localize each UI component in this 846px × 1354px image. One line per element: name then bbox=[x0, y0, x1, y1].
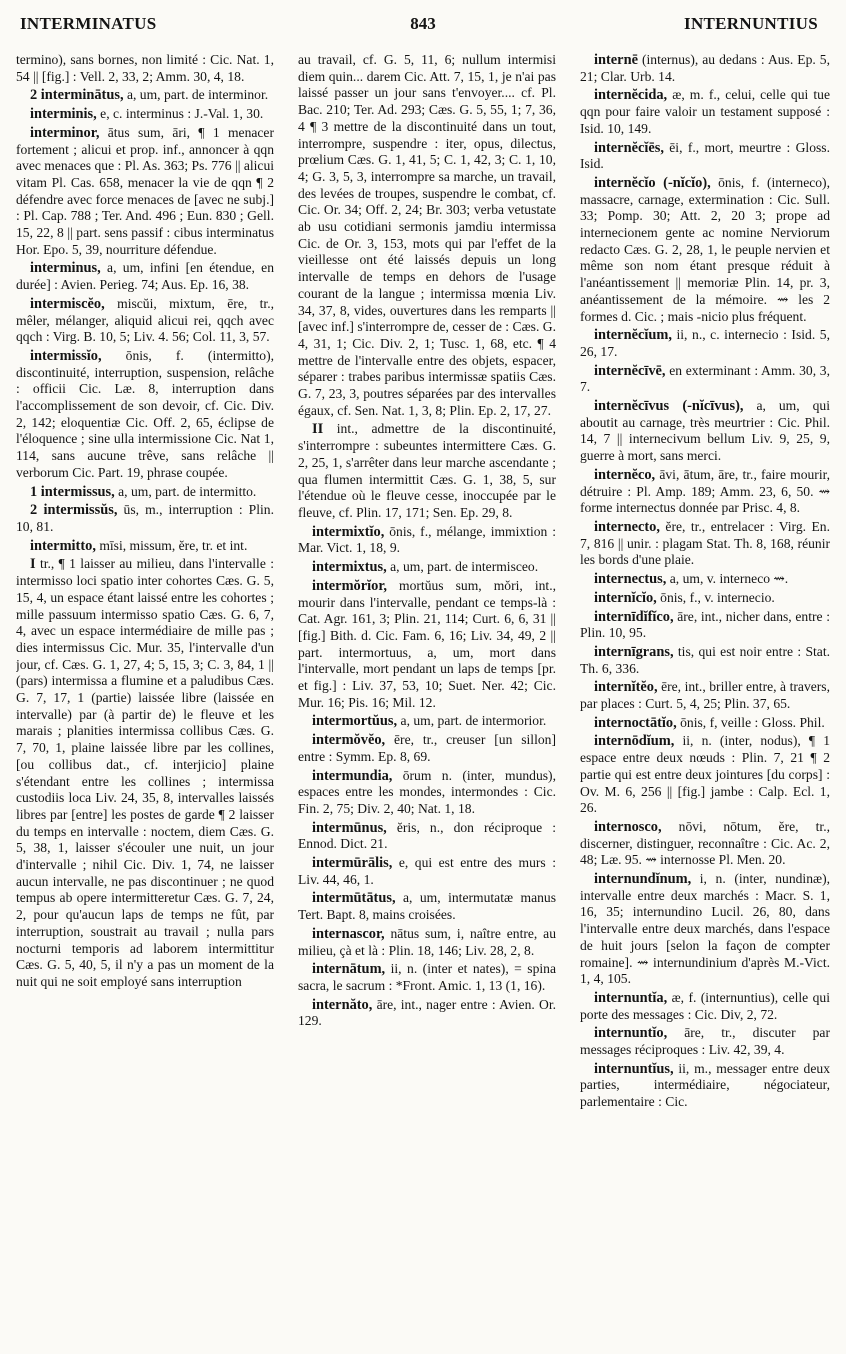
entry-headword: intermortŭus, bbox=[312, 713, 398, 730]
entry-headword: intermūnus, bbox=[312, 819, 387, 836]
entry-definition: ūs, m., interruption : Plin. 10, 81. bbox=[16, 502, 274, 534]
entry-definition: ii, n. (inter, nodus), ¶ 1 espace entre deux nœuds : Plin. 7, 21 ¶ 2 partie qui est entre deux jointures [du corps] : Ov. M. 6, 256 || [fig.] jambe : Calp. Ecl. 1, 26. bbox=[580, 733, 830, 816]
dictionary-entry bbox=[298, 855, 556, 888]
entry-definition: tr., ¶ 1 laisser au milieu, dans l'intervalle : intermisso loci spatio inter cohortes Cæs. G. 5, 15, 4, un espace étant laissé entre les cohortes ; mille passuum intermisso spatio Cæs. G. 6, 7, 4, avec un espace intermédiaire de mille pas ; dies intermissus Cic. Mur. 35, l'intervalle d'un jour, cf. Cæs. G. 1, 27, 4; 5, 15, 3; C. 3, 84, 1 || (pars) intermissa a flumine et a paludibus Cæs. G. 7, 17, 1 (partie) laissée libre (laissée en intervalle) par (à partir de) le fleuve et les marais ; planities intermissa collibus Cæs. G. 7, 70, 1, plaine laissée libre par les collines, [ou collibus dat., cf. interjicio] plaine s'étendant entre les collines ; intermissa custodiis loca Liv. 24, 35, 8, intervalles laissés libres par [entre] les postes de garde ¶ 2 laisser du temps en intervalle : noctem, diem Cæs. G. 5, 38, 1, laisser s'écouler une nuit, un jour d'intervalle ; nihil Cic. Div. 1, 74, ne laisser aucun intervalle, ne pas discontinuer ; ne quod tempus ab opere intermitteretur Cæs. G. 7, 24, 2, pour qu'aucun laps de temps ne fût, par interruption, soustrait au travail ; nulla pars nocturni temporis ad laborem intermittitur Cæs. G. 5, 40, 5, il n'y a pas un moment de la nuit qui ne soit employé sans interruption bbox=[16, 556, 274, 989]
entry-definition: ĕre, tr., entrelacer : Virg. En. 7, 816 || unir. : plagam Stat. Th. 8, 168, réunir les bords d'une plaie. bbox=[580, 518, 830, 568]
entry-headword: II bbox=[312, 421, 324, 438]
entry-headword: internĕco, bbox=[594, 466, 656, 483]
dictionary-entry bbox=[580, 679, 830, 712]
entry-headword: internātum, bbox=[312, 961, 386, 978]
entry-headword: intermitto, bbox=[30, 537, 96, 554]
entry-definition: a, um, qui aboutit au carnage, très meurtrier : Cic. Phil. 14, 7 || internecivum bellum Liv. 9, 25, 9, guerre à mort, sans merci. bbox=[580, 398, 830, 464]
entry-definition: ii, n. (inter et nates), = spina sacra, le sacrum : *Front. Amic. 1, 13 (1, 16). bbox=[298, 961, 556, 993]
entry-definition: (internus), au dedans : Aus. Ep. 5, 21; Clar. Urb. 14. bbox=[580, 52, 830, 84]
entry-headword: 2 interminātus, bbox=[30, 87, 124, 104]
dictionary-entry bbox=[298, 578, 556, 712]
entry-definition: āre, int., nicher dans, entre : Plin. 10, 95. bbox=[580, 608, 830, 641]
dictionary-entry bbox=[298, 890, 556, 923]
dictionary-entry bbox=[16, 502, 274, 535]
dictionary-entry bbox=[16, 348, 274, 482]
entry-definition: æ, m. f., celui, celle qui tue qqn pour faire valoir un testament supposé : Isid. 10, 149. bbox=[580, 87, 830, 136]
dictionary-entry bbox=[298, 524, 556, 557]
dictionary-entry bbox=[580, 398, 830, 465]
entry-headword: internĕcīvē, bbox=[594, 362, 666, 379]
dictionary-entry bbox=[16, 484, 274, 501]
dictionary-entry bbox=[580, 715, 830, 732]
entry-headword: internuntĭo, bbox=[594, 1025, 668, 1042]
entry-definition: āvi, ātum, āre, tr., faire mourir, détruire : Pl. Amp. 189; Amm. 23, 6, 50. ⇝ forme internectus donnée par Prisc. 4, 8. bbox=[580, 466, 830, 516]
entry-definition: ii, m., messager entre deux parties, intermédiaire, négociateur, parlementaire : Cic. bbox=[580, 1060, 830, 1110]
dictionary-entry bbox=[298, 421, 556, 521]
entry-definition: ōnis, f, veille : Gloss. Phil. bbox=[676, 714, 825, 730]
dictionary-entry bbox=[16, 106, 274, 123]
entry-headword: internuntĭa, bbox=[594, 989, 668, 1006]
dictionary-entry bbox=[580, 733, 830, 817]
entry-definition: æ, f. (internuntius), celle qui porte des messages : Cic. Div, 2, 72. bbox=[580, 989, 830, 1022]
entry-definition: a, um, part. de intermorior. bbox=[397, 713, 547, 729]
dictionary-entry bbox=[298, 52, 556, 419]
entry-headword: interminor, bbox=[30, 124, 100, 141]
dictionary-columns bbox=[16, 52, 830, 1344]
entry-headword: internosco, bbox=[594, 818, 662, 835]
entry-headword: internīdĭfĭco, bbox=[594, 608, 674, 625]
dictionary-entry bbox=[298, 926, 556, 959]
entry-headword: internĕcida, bbox=[594, 87, 668, 104]
dictionary-entry bbox=[298, 713, 556, 730]
entry-definition: ēre, tr., creuser [un sillon] entre : Symm. Ep. 8, 69. bbox=[298, 732, 556, 764]
entry-headword: internē bbox=[594, 52, 638, 68]
entry-headword: internecto, bbox=[594, 518, 660, 535]
dictionary-entry bbox=[298, 961, 556, 994]
entry-headword: internectus, bbox=[594, 571, 667, 588]
entry-headword: internĭtĕo, bbox=[594, 679, 658, 696]
entry-definition: tis, qui est noir entre : Stat. Th. 6, 336. bbox=[580, 643, 830, 676]
entry-definition: ēi, f., mort, meurtre : Gloss. Isid. bbox=[580, 139, 830, 172]
dictionary-entry bbox=[580, 1061, 830, 1111]
dictionary-entry bbox=[298, 732, 556, 765]
dictionary-entry bbox=[580, 519, 830, 569]
dictionary-entry bbox=[580, 467, 830, 517]
entry-headword: intermūtātus, bbox=[312, 890, 396, 907]
entry-definition: a, um, infini [en étendue, en durée] : Avien. Perieg. 74; Aus. Ep. 16, 38. bbox=[16, 260, 274, 293]
dictionary-entry bbox=[580, 140, 830, 173]
dictionary-entry bbox=[16, 296, 274, 346]
entry-headword: internĕcīvus (-nĭcīvus), bbox=[594, 398, 744, 415]
entry-headword: intermiscĕo, bbox=[30, 295, 105, 312]
entry-definition: au travail, cf. G. 5, 11, 6; nullum intermisi diem quin... darem Cic. Att. 7, 15, 1, je n'ai pas laissé passer un jour sans t'envoyer.... cf. Pl. Bac. 210; Ter. Ad. 293; Cæs. G. 5, 55, 1; 7, 36, 4 ¶ 3 mettre de la discontinuité dans un tout, interrompre, suspendre : iter, opus, dilectus, prœlium Cæs. G. 1, 41, 5; C. 1, 42, 3; C. 1, 10, 4; G. 3, 5, 3, interrompre sa marche, un travail, des levées de troupes, suspendre le combat, cf. Cic. Or. 34; Off. 2, 24; Br. 303; verba vetustate ab usu cotidiani sermonis jamdiu intermissa Cic. de Or. 3, 153, mots qui par l'effet de la vieillesse ont été laissés depuis un long intervalle de temps en dehors de l'usage courant de la langue ; intermissa mœnia Liv. 34, 37, 8, vides, ouvertures dans les remparts || [avec inf.] s'interrompre de, cesser de : Cæs. G. 4, 31, 1; Cic. Div. 2, 1; Tusc. 1, 68, etc. ¶ 4 mettre de l'intervalle entre des objets, espacer, séparer : trabes paribus intermissæ spatiis Cæs. G. 7, 23, 3, poutres séparées par des intervalles égaux, cf. Sen. Nat. 1, 3, 8; Plin. Ep. 2, 17, 27. bbox=[298, 52, 556, 418]
entry-definition: a, um, intermutatæ manus Tert. Bapt. 8, mains croisées. bbox=[298, 890, 556, 923]
dictionary-entry bbox=[580, 52, 830, 85]
entry-headword: internundĭnum, bbox=[594, 871, 692, 888]
right-guideword: INTERNUNTIUS bbox=[684, 14, 818, 33]
dictionary-entry bbox=[580, 644, 830, 677]
entry-headword: internuntĭus, bbox=[594, 1060, 674, 1077]
entry-headword: intermixtĭo, bbox=[312, 523, 385, 540]
entry-definition: a, um, part. de intermisceo. bbox=[386, 559, 539, 575]
entry-definition: e, c. interminus : J.-Val. 1, 30. bbox=[96, 106, 264, 122]
entry-headword: intermūrālis, bbox=[312, 855, 393, 872]
entry-definition: en exterminant : Amm. 30, 3, 7. bbox=[580, 362, 830, 395]
entry-headword: internīgrans, bbox=[594, 643, 674, 660]
dictionary-entry bbox=[298, 820, 556, 853]
entry-headword: I bbox=[30, 556, 36, 573]
dictionary-entry bbox=[580, 87, 830, 137]
dictionary-entry bbox=[16, 87, 274, 104]
entry-headword: internoctātĭo, bbox=[594, 714, 677, 731]
entry-definition: āre, tr., discuter par messages réciproques : Liv. 42, 39, 4. bbox=[580, 1025, 830, 1058]
column-1 bbox=[16, 52, 274, 1344]
entry-headword: internĭcĭo, bbox=[594, 589, 657, 606]
entry-headword: internōdĭum, bbox=[594, 733, 675, 750]
dictionary-entry bbox=[580, 871, 830, 988]
dictionary-entry bbox=[16, 260, 274, 293]
entry-headword: interminus, bbox=[30, 260, 101, 277]
dictionary-entry bbox=[16, 556, 274, 990]
entry-definition: ōrum n. (inter, mundus), espaces entre les mondes, intermondes : Cic. Fin. 2, 75; Div. 2, 40; Nat. 1, 18. bbox=[298, 767, 556, 816]
dictionary-entry bbox=[580, 175, 830, 325]
entry-definition: termino), sans bornes, non limité : Cic. Nat. 1, 54 || [fig.] : Vell. 2, 33, 2; Amm. 30, 4, 18. bbox=[16, 52, 274, 84]
dictionary-entry bbox=[16, 125, 274, 259]
entry-headword: intermissĭo, bbox=[30, 347, 102, 364]
entry-headword: intermixtus, bbox=[312, 559, 387, 576]
left-guideword: INTERMINATUS bbox=[20, 14, 157, 33]
entry-definition: i, n. (inter, nundinæ), intervalle entre deux marchés : Macr. S. 1, 16, 35; internundino Lucil. 26, 80, dans l'intervalle entre deux marchés, dans l'espace de huit jours [selon la façon de compter romaine]. ⇝ internundinium d'après M.-Vict. 1, 4, 105. bbox=[580, 871, 830, 987]
dictionary-entry bbox=[298, 997, 556, 1030]
entry-definition: a, um, part. de interminor. bbox=[123, 87, 269, 103]
entry-headword: internĕcĭo (-nĭcĭo), bbox=[594, 174, 711, 191]
column-3 bbox=[580, 52, 830, 1344]
entry-headword: 1 intermissus, bbox=[30, 483, 115, 500]
entry-definition: ii, n., c. internecio : Isid. 5, 26, 17. bbox=[580, 327, 830, 359]
dictionary-entry bbox=[580, 609, 830, 642]
entry-headword: internascor, bbox=[312, 925, 385, 942]
dictionary-entry bbox=[580, 590, 830, 607]
dictionary-entry bbox=[298, 559, 556, 576]
entry-definition: āre, int., nager entre : Avien. Or. 129. bbox=[298, 996, 556, 1029]
page-number: 843 bbox=[410, 14, 436, 33]
entry-definition: nōvi, nōtum, ĕre, tr., discerner, distinguer, reconnaître : Cic. Ac. 2, 48; Læ. 95. ⇝ internosse Pl. Men. 20. bbox=[580, 818, 830, 868]
dictionary-entry bbox=[580, 1025, 830, 1058]
entry-definition: mortŭus sum, mŏri, int., mourir dans l'intervalle, pendant ce temps-là : Cat. Agr. 161, 3; Plin. 21, 114; Curt. 6, 6, 31 || [fig.] Bith. d. Cic. Fam. 6, 16; Liv. 34, 49, 2 || part. intermortuus, a, um, mort dans l'intervalle, mort pendant un laps de temps [pr. et fig.] : Liv. 37, 53, 10; Suet. Ner. 42; Cic. Mur. 16; Pis. 16; Mil. 12. bbox=[298, 577, 556, 710]
page-header bbox=[16, 14, 830, 44]
dictionary-entry bbox=[580, 327, 830, 360]
dictionary-entry bbox=[580, 571, 830, 588]
entry-headword: internăto, bbox=[312, 996, 373, 1013]
entry-headword: internĕcĭum, bbox=[594, 327, 672, 344]
dictionary-entry bbox=[580, 819, 830, 869]
entry-definition: ōnis, f. (intermitto), discontinuité, interruption, suspension, relâche : officii Cic. Læ. 8, interruption dans l'accomplissement de son devoir, cf. Cic. Div. 2, 142; eloquentiæ Cic. Off. 2, 65, éclipse de l'éloquence ; sine ulla intermissione Cic. Nat 1, 114, sans aucune trêve, sans relâche || verborum Cic. Part. 19, phrase coupée. bbox=[16, 347, 274, 480]
entry-definition: ōnis, f., mélange, immixtion : Mar. Vict. 1, 18, 9. bbox=[298, 523, 556, 556]
entry-definition: mīsi, missum, ĕre, tr. et int. bbox=[95, 537, 248, 553]
entry-definition: ĕris, n., don réciproque : Ennod. Dict. 21. bbox=[298, 819, 556, 852]
entry-headword: interminis, bbox=[30, 106, 97, 123]
entry-definition: nātus sum, i, naître entre, au milieu, çà et là : Plin. 18, 146; Liv. 28, 2, 8. bbox=[298, 925, 556, 958]
dictionary-entry bbox=[298, 768, 556, 818]
entry-definition: ātus sum, āri, ¶ 1 menacer fortement ; alicui et prop. inf., annoncer à qqn avec menaces que : Pl. As. 363; Ps. 776 || alicui vitam Pl. Cas. 658, menacer la vie de qqn ¶ 2 défendre avec force menaces de [avec ne subj.] : Pl. Cap. 788 ; Ter. And. 496 ; Eun. 830 ; Gell. 15, 22, 8 || part. sens passif : cibus interminatus Hor. Epo. 5, 39, nourriture défendue. bbox=[16, 124, 274, 257]
entry-headword: 2 intermissŭs, bbox=[30, 502, 118, 519]
entry-definition: a, um, v. interneco ⇝. bbox=[666, 571, 789, 587]
dictionary-entry bbox=[580, 990, 830, 1023]
column-2 bbox=[298, 52, 556, 1344]
entry-definition: miscŭi, mixtum, ēre, tr., mêler, mélanger, aliquid alicui rei, qqch avec qqch : Virg. B. 10, 5; Liv. 4. 56; Col. 11, 3, 57. bbox=[16, 295, 274, 345]
entry-definition: ēre, int., briller entre, à travers, par places : Curt. 5, 4, 25; Plin. 37, 65. bbox=[580, 679, 830, 712]
entry-headword: intermundia, bbox=[312, 767, 393, 784]
dictionary-entry bbox=[16, 52, 274, 85]
entry-definition: ōnis, f. (interneco), massacre, carnage, extermination : Cic. Sull. 33; Pomp. 30; Att. 2, 20 3; prope ad internecionem gente ac nomine Nerviorum redacto Cæs. G. 2, 28, 1, le peuple nervien et même son nom étant presque réduit à l'anéantissement || memoriæ Plin. 14, pr. 3, anéantissement de la mémoire. ⇝ les 2 formes d. Cic. ; mais -nicio plus fréquent. bbox=[580, 174, 830, 324]
entry-definition: ōnis, f., v. internecio. bbox=[656, 589, 775, 605]
entry-headword: intermŏrĭor, bbox=[312, 577, 387, 594]
entry-definition: a, um, part. de intermitto. bbox=[114, 483, 257, 499]
entry-headword: internĕcĭēs, bbox=[594, 139, 664, 156]
entry-definition: e, qui est entre des murs : Liv. 44, 46, 1. bbox=[298, 855, 556, 887]
dictionary-entry bbox=[580, 363, 830, 396]
dictionary-entry bbox=[16, 538, 274, 555]
entry-definition: int., admettre de la discontinuité, s'interrompre : subeuntes intermittere Cæs. G. 2, 25, 1, s'arrêter dans leur marche ascendante ; qua flumen intermittit Cæs. G. 1, 38, 5, sur l'étendue où le fleuve cesse, inoccupée par le fleuve, cf. Plin. 17, 171; Sen. Ep. 29, 8. bbox=[298, 421, 556, 520]
entry-headword: intermŏvĕo, bbox=[312, 732, 386, 749]
